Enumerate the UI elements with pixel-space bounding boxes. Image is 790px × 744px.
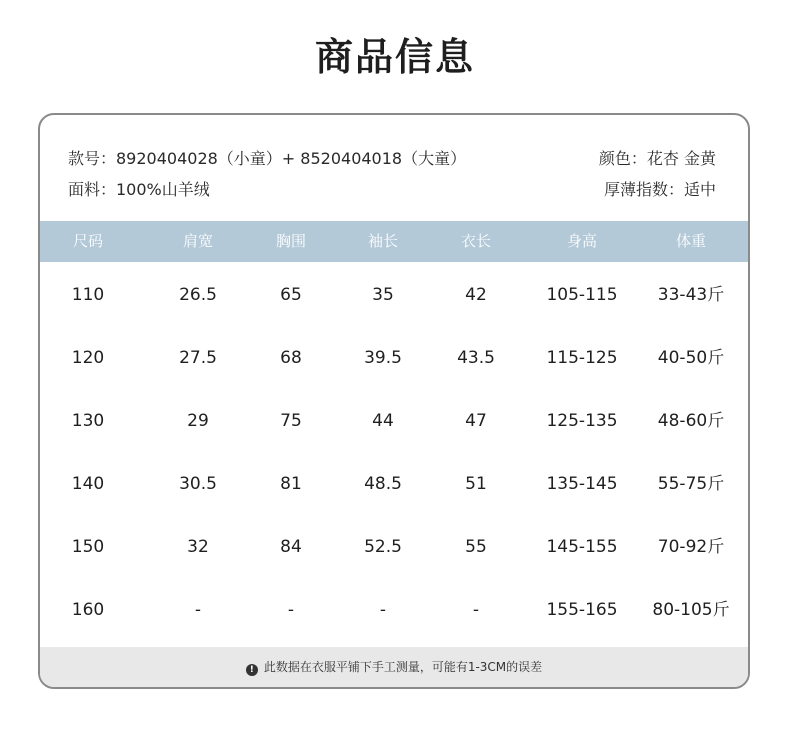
- cell-chest: 75: [280, 411, 302, 431]
- header-size: 尺码: [72, 232, 103, 250]
- table-row: [40, 516, 748, 579]
- cell-chest: 68: [280, 348, 302, 368]
- cell-chest: 65: [280, 285, 302, 305]
- cell-chest: 84: [280, 537, 302, 557]
- cell-weight: 80-105斤: [652, 600, 730, 620]
- cell-weight: 70-92斤: [657, 537, 725, 557]
- exclamation-circle-icon: !: [246, 664, 258, 676]
- cell-shoulder: 26.5: [179, 285, 217, 305]
- cell-size: 140: [71, 474, 105, 494]
- cell-size: 150: [71, 537, 105, 557]
- cell-shoulder: 32: [187, 537, 209, 557]
- page-title: 商品信息: [314, 35, 475, 79]
- material-info: 面料：100%山羊绒: [68, 180, 210, 199]
- cell-height: 125-135: [546, 411, 618, 431]
- cell-height: 135-145: [546, 474, 618, 494]
- cell-weight: 55-75斤: [657, 474, 725, 494]
- table-row: [40, 327, 748, 390]
- cell-shoulder: -: [194, 600, 202, 620]
- cell-sleeve: 39.5: [364, 348, 402, 368]
- table-row: [40, 579, 748, 642]
- cell-sleeve: 35: [372, 285, 394, 305]
- header-sleeve: 袖长: [367, 232, 398, 250]
- cell-sleeve: -: [379, 600, 387, 620]
- thickness-info: 厚薄指数：适中: [603, 180, 716, 199]
- cell-sleeve: 52.5: [364, 537, 402, 557]
- table-row: [40, 264, 748, 327]
- cell-length: 43.5: [457, 348, 495, 368]
- cell-shoulder: 27.5: [179, 348, 217, 368]
- cell-shoulder: 29: [187, 411, 209, 431]
- cell-height: 155-165: [546, 600, 618, 620]
- style-number: 款号：8920404028（小童）+ 8520404018（大童）: [68, 149, 467, 168]
- color-info: 颜色：花杏 金黄: [598, 149, 716, 168]
- cell-size: 110: [71, 285, 105, 305]
- cell-height: 115-125: [546, 348, 618, 368]
- cell-weight: 33-43斤: [657, 285, 725, 305]
- product-info-card: [38, 113, 750, 689]
- header-length: 衣长: [460, 232, 491, 250]
- cell-size: 130: [71, 411, 105, 431]
- table-row: [40, 390, 748, 453]
- size-table-header: [40, 221, 748, 262]
- cell-size: 160: [71, 600, 105, 620]
- measurement-note-text: 此数据在衣服平铺下手工测量，可能有1-3CM的误差: [263, 660, 543, 674]
- cell-length: 55: [465, 537, 487, 557]
- cell-weight: 48-60斤: [657, 411, 725, 431]
- cell-shoulder: 30.5: [179, 474, 217, 494]
- header-weight: 体重: [675, 232, 706, 250]
- cell-size: 120: [71, 348, 105, 368]
- cell-length: -: [472, 600, 480, 620]
- cell-length: 51: [465, 474, 487, 494]
- measurement-note: [40, 647, 748, 687]
- header-shoulder: 肩宽: [182, 232, 213, 250]
- header-chest: 胸围: [275, 232, 306, 250]
- table-row: [40, 453, 748, 516]
- cell-length: 42: [465, 285, 487, 305]
- cell-sleeve: 48.5: [364, 474, 402, 494]
- cell-height: 145-155: [546, 537, 618, 557]
- cell-length: 47: [465, 411, 487, 431]
- cell-chest: -: [287, 600, 295, 620]
- cell-sleeve: 44: [372, 411, 394, 431]
- header-height: 身高: [566, 232, 597, 250]
- product-info-section: [40, 115, 748, 221]
- cell-chest: 81: [280, 474, 302, 494]
- cell-height: 105-115: [546, 285, 618, 305]
- cell-weight: 40-50斤: [657, 348, 725, 368]
